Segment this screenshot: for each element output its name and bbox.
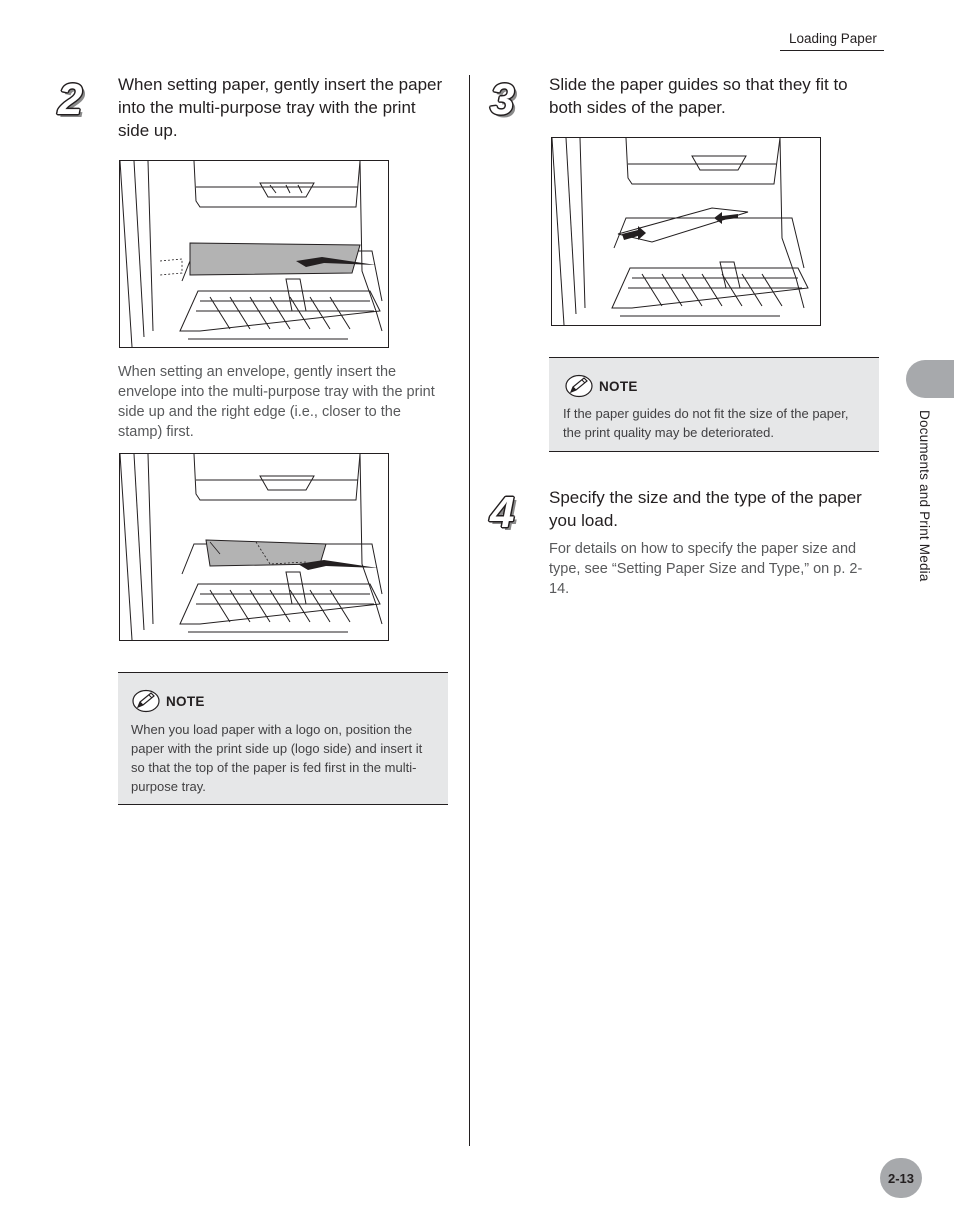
step-number-2: 2 [58, 75, 83, 124]
figure-slide-guides [551, 137, 821, 326]
step-4-text: Specify the size and the type of the paper you load. [549, 488, 862, 530]
note-label: NOTE [166, 693, 205, 709]
chapter-tab [906, 360, 954, 398]
step-2-text: When setting paper, gently insert the paper into the multi-purpose tray with the print side up. [118, 75, 443, 140]
figure-insert-envelope [119, 453, 389, 641]
slide-guide-arrow-icon [714, 212, 738, 224]
note-text: If the paper guides do not fit the size of the paper, the print quality may be deteriorated. [563, 406, 849, 440]
step-number-3: 3 [490, 75, 515, 124]
chapter-tab-label: Documents and Print Media [917, 410, 932, 582]
pencil-note-icon [132, 689, 160, 713]
note-text: When you load paper with a logo on, position the paper with the print side up (logo side) and insert it so that the top of the paper is fed first in the multi-purpose tray. [131, 722, 423, 794]
envelope-instructions: When setting an envelope, gently insert the envelope into the multi-purpose tray with the print side up and the right edge (i.e., closer to the stamp) first. [118, 364, 435, 440]
figure-insert-paper [119, 160, 389, 348]
note-box-paper-guides [549, 357, 879, 452]
running-header: Loading Paper [789, 31, 877, 46]
note-box-logo-paper [118, 672, 448, 805]
column-divider [469, 75, 470, 1146]
note-label: NOTE [599, 378, 638, 394]
header-rule [780, 50, 884, 51]
step-3-text: Slide the paper guides so that they fit to both sides of the paper. [549, 75, 848, 117]
page-number: 2-13 [880, 1158, 922, 1198]
pencil-note-icon [565, 374, 593, 398]
step-4-detail: For details on how to specify the paper size and type, see “Setting Paper Size and Type,” on p. 2-14. [549, 541, 863, 597]
step-number-4: 4 [490, 488, 515, 537]
